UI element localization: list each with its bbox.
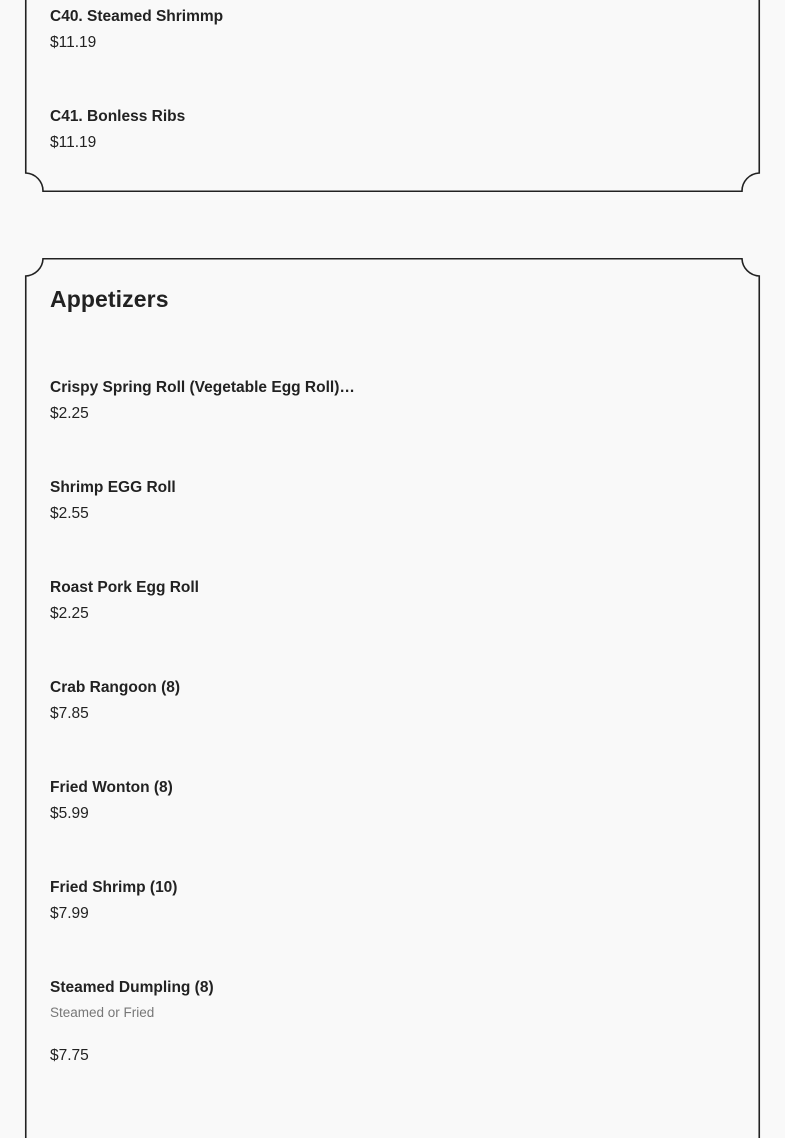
menu-item-name: Fried Wonton (8): [50, 779, 173, 796]
menu-section-card: [25, 0, 760, 192]
menu-item-price: $7.99: [50, 905, 89, 922]
menu-item-name: Steamed Dumpling (8): [50, 979, 214, 996]
menu-item[interactable]: [50, 378, 355, 478]
menu-item-name: Crispy Spring Roll (Vegetable Egg Roll)…: [50, 379, 355, 396]
menu-item[interactable]: [50, 107, 760, 207]
menu-item[interactable]: [50, 7, 760, 107]
menu-item-price: $7.85: [50, 705, 89, 722]
menu-item-name: Crab Rangoon (8): [50, 679, 181, 696]
menu-item-price: $2.55: [50, 505, 89, 522]
menu-item-price: $5.99: [50, 805, 89, 822]
menu-item-name: Shrimp EGG Roll: [50, 479, 176, 496]
menu-item[interactable]: [50, 578, 355, 678]
menu-item-name: C40. Steamed Shrimmp: [50, 8, 224, 25]
menu-item-price: $11.19: [50, 134, 97, 151]
menu-item-name: C41. Bonless Ribs: [50, 108, 186, 125]
menu-item[interactable]: [50, 978, 355, 1078]
menu-item[interactable]: [50, 678, 355, 778]
menu-item[interactable]: [50, 878, 355, 978]
menu-item-name: Roast Pork Egg Roll: [50, 579, 199, 596]
menu-section-card-appetizers: [25, 258, 760, 1138]
menu-item[interactable]: [50, 778, 355, 878]
menu-item-price: $2.25: [50, 405, 89, 422]
menu-item[interactable]: [50, 478, 355, 578]
menu-item-price: $2.25: [50, 605, 89, 622]
menu-item-name: Fried Shrimp (10): [50, 879, 178, 896]
menu-item-list: [50, 378, 355, 1078]
section-title: Appetizers: [50, 286, 169, 312]
menu-item-price: $11.19: [50, 34, 97, 51]
menu-item-description: Steamed or Fried: [50, 1005, 155, 1020]
menu-item-price: $7.75: [50, 1047, 89, 1064]
